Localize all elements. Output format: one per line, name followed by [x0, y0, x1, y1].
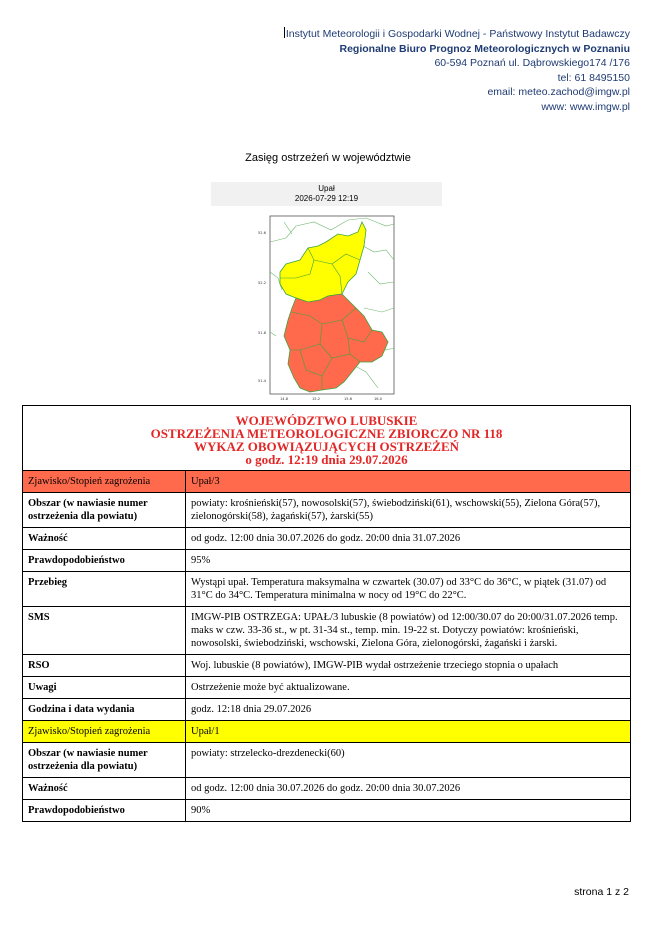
page-number: strona 1 z 2: [574, 886, 629, 898]
phenomenon-value: Upał/3: [186, 471, 631, 493]
sms-value: IMGW-PIB OSTRZEGA: UPAŁ/3 lubuskie (8 powiatów) od 12:00/30.07 do 20:00/31.07.2026 temp. maks w czw. 33-36 st., w pt. 31-34 st., temp. min. 19-22 st. Dotyczy powiatów: krośnieński, nowosolski, świebodziński, wschowski, Zielona Góra, zielonogórski, żagański i żarski.: [186, 607, 631, 655]
lon-label: 15.6: [344, 397, 353, 401]
rso-label: RSO: [23, 655, 186, 677]
validity-value: od godz. 12:00 dnia 30.07.2026 do godz. 20:00 dnia 30.07.2026: [186, 778, 631, 800]
warning2-area-row: [23, 743, 631, 778]
lon-label: 16.0: [374, 397, 383, 401]
validity-value: od godz. 12:00 dnia 30.07.2026 do godz. 20:00 dnia 31.07.2026: [186, 528, 631, 550]
warning1-probability-row: [23, 550, 631, 572]
map-title: Upał: [318, 184, 335, 193]
title-region: WOJEWÓDZTWO LUBUSKIE: [235, 413, 418, 428]
probability-label: Prawdopodobieństwo: [23, 550, 186, 572]
office-email[interactable]: email: meteo.zachod@imgw.pl: [487, 86, 630, 99]
warning1-notes-row: [23, 677, 631, 699]
area-label: Obszar (w nawiasie numer ostrzeżenia dla powiatu): [23, 493, 186, 528]
table-title-row: [23, 406, 631, 471]
phenomenon-label: Zjawisko/Stopień zagrożenia: [23, 471, 186, 493]
warnings-table: [22, 405, 631, 822]
probability-value: 90%: [186, 800, 631, 822]
title-bulletin: OSTRZEŻENIA METEOROLOGICZNE ZBIORCZO NR 118: [150, 426, 503, 441]
lat-label: 51.4: [258, 379, 267, 383]
sms-label: SMS: [23, 607, 186, 655]
issued-value: godz. 12:18 dnia 29.07.2026: [186, 699, 631, 721]
lon-label: 14.8: [280, 397, 289, 401]
warning2-validity-row: [23, 778, 631, 800]
rso-value: Woj. lubuskie (8 powiatów), IMGW-PIB wydał ostrzeżenie trzeciego stopnia o upałach: [186, 655, 631, 677]
map-heading: Zasięg ostrzeżeń w województwie: [245, 152, 411, 164]
phenomenon-label: Zjawisko/Stopień zagrożenia: [23, 721, 186, 743]
notes-value: Ostrzeżenie może być aktualizowane.: [186, 677, 631, 699]
warning1-validity-row: [23, 528, 631, 550]
warning2-phenomenon-row: [23, 721, 631, 743]
probability-label: Prawdopodobieństwo: [23, 800, 186, 822]
notes-label: Uwagi: [23, 677, 186, 699]
lat-label: 52.6: [258, 231, 267, 235]
institute-name: Instytut Meteorologii i Gospodarki Wodnej - Państwowy Instytut Badawczy: [285, 28, 630, 40]
warning-map: [256, 212, 401, 402]
warning1-area-row: [23, 493, 631, 528]
office-name: Regionalne Biuro Prognoz Meteorologicznych w Poznaniu: [339, 42, 630, 55]
validity-label: Ważność: [23, 528, 186, 550]
warning1-course-row: [23, 572, 631, 607]
office-website[interactable]: www: www.imgw.pl: [541, 100, 630, 113]
warning1-sms-row: [23, 607, 631, 655]
table-title: [23, 406, 631, 471]
validity-label: Ważność: [23, 778, 186, 800]
area-label: Obszar (w nawiasie numer ostrzeżenia dla powiatu): [23, 743, 186, 778]
phenomenon-value: Upał/1: [186, 721, 631, 743]
course-value: Wystąpi upał. Temperatura maksymalna w czwartek (30.07) od 33°C do 36°C, w piątek (31.07) od 31°C do 34°C. Temperatura minimalna w nocy od 19°C do 22°C.: [186, 572, 631, 607]
course-label: Przebieg: [23, 572, 186, 607]
office-address: 60-594 Poznań ul. Dąbrowskiego174 /176: [434, 57, 630, 70]
warning1-issued-row: [23, 699, 631, 721]
area-value: powiaty: krośnieński(57), nowosolski(57), świebodziński(61), wschowski(55), Zielona Góra(57), zielonogórski(58), żagański(57), żarski(55): [186, 493, 631, 528]
lat-label: 52.2: [258, 281, 267, 285]
title-time: o godz. 12:19 dnia 29.07.2026: [245, 452, 408, 467]
lat-label: 51.8: [258, 331, 267, 335]
warning2-probability-row: [23, 800, 631, 822]
map-datetime: 2026-07-29 12:19: [294, 194, 359, 203]
warning1-rso-row: [23, 655, 631, 677]
warning1-phenomenon-row: [23, 471, 631, 493]
text-cursor: [284, 27, 285, 38]
institution-header: [284, 27, 630, 115]
probability-value: 95%: [186, 550, 631, 572]
lon-label: 15.2: [312, 397, 321, 401]
map-caption: [211, 182, 442, 206]
warning-map-svg: [256, 212, 401, 402]
area-value: powiaty: strzelecko-drezdenecki(60): [186, 743, 631, 778]
issued-label: Godzina i data wydania: [23, 699, 186, 721]
title-list: WYKAZ OBOWIĄZUJĄCYCH OSTRZEŻEŃ: [193, 439, 460, 454]
office-phone: tel: 61 8495150: [557, 71, 630, 84]
